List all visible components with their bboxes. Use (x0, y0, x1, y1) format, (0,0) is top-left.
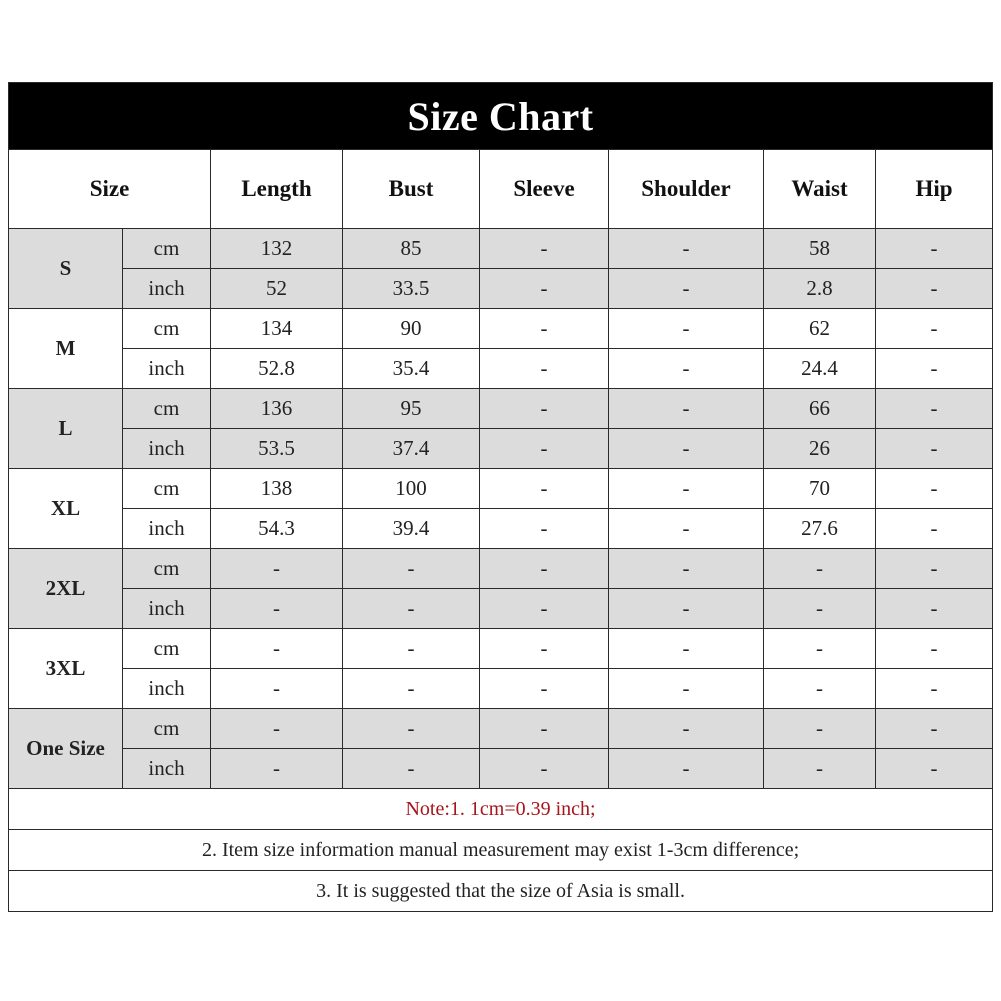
bust-value: 33.5 (343, 269, 480, 309)
shoulder-value: - (609, 629, 764, 669)
table-row (9, 269, 993, 309)
size-label: XL (9, 469, 123, 549)
bust-value: 35.4 (343, 349, 480, 389)
sleeve-value: - (480, 629, 609, 669)
hip-value: - (876, 589, 993, 629)
hip-value: - (876, 429, 993, 469)
shoulder-value: - (609, 349, 764, 389)
shoulder-value: - (609, 269, 764, 309)
table-row (9, 349, 993, 389)
table-row (9, 229, 993, 269)
unit-label: inch (123, 749, 211, 789)
header-sleeve: Sleeve (480, 150, 609, 229)
bust-value: 37.4 (343, 429, 480, 469)
bust-value: 100 (343, 469, 480, 509)
size-chart-table (8, 82, 993, 912)
bust-value: 90 (343, 309, 480, 349)
bust-value: 39.4 (343, 509, 480, 549)
sleeve-value: - (480, 269, 609, 309)
unit-label: inch (123, 429, 211, 469)
unit-label: inch (123, 669, 211, 709)
table-row (9, 549, 993, 589)
sleeve-value: - (480, 389, 609, 429)
size-label: S (9, 229, 123, 309)
hip-value: - (876, 309, 993, 349)
header-shoulder: Shoulder (609, 150, 764, 229)
size-label: L (9, 389, 123, 469)
waist-value: 24.4 (764, 349, 876, 389)
hip-value: - (876, 629, 993, 669)
length-value: 138 (211, 469, 343, 509)
unit-label: cm (123, 469, 211, 509)
sleeve-value: - (480, 309, 609, 349)
table-row (9, 309, 993, 349)
size-label: 2XL (9, 549, 123, 629)
unit-label: cm (123, 709, 211, 749)
length-value: - (211, 549, 343, 589)
waist-value: - (764, 549, 876, 589)
sleeve-value: - (480, 709, 609, 749)
waist-value: 2.8 (764, 269, 876, 309)
unit-label: cm (123, 629, 211, 669)
unit-label: inch (123, 269, 211, 309)
table-row (9, 389, 993, 429)
header-row (9, 150, 993, 229)
hip-value: - (876, 749, 993, 789)
shoulder-value: - (609, 749, 764, 789)
waist-value: - (764, 589, 876, 629)
note-3: 3. It is suggested that the size of Asia is small. (9, 871, 993, 912)
unit-label: cm (123, 389, 211, 429)
bust-value: 85 (343, 229, 480, 269)
waist-value: 62 (764, 309, 876, 349)
note-1: Note:1. 1cm=0.39 inch; (9, 789, 993, 830)
sleeve-value: - (480, 589, 609, 629)
length-value: 53.5 (211, 429, 343, 469)
title-row (9, 83, 993, 150)
sleeve-value: - (480, 469, 609, 509)
length-value: 54.3 (211, 509, 343, 549)
table-row (9, 669, 993, 709)
bust-value: - (343, 589, 480, 629)
size-rows (9, 229, 993, 789)
hip-value: - (876, 709, 993, 749)
bust-value: - (343, 669, 480, 709)
table-row (9, 749, 993, 789)
table-row (9, 509, 993, 549)
hip-value: - (876, 509, 993, 549)
waist-value: 70 (764, 469, 876, 509)
length-value: 52 (211, 269, 343, 309)
shoulder-value: - (609, 589, 764, 629)
shoulder-value: - (609, 669, 764, 709)
header-length: Length (211, 150, 343, 229)
shoulder-value: - (609, 389, 764, 429)
hip-value: - (876, 389, 993, 429)
length-value: - (211, 629, 343, 669)
length-value: - (211, 749, 343, 789)
sleeve-value: - (480, 349, 609, 389)
shoulder-value: - (609, 309, 764, 349)
unit-label: inch (123, 509, 211, 549)
length-value: - (211, 709, 343, 749)
length-value: 132 (211, 229, 343, 269)
shoulder-value: - (609, 509, 764, 549)
bust-value: - (343, 549, 480, 589)
header-hip: Hip (876, 150, 993, 229)
size-label: M (9, 309, 123, 389)
note-row (9, 830, 993, 871)
waist-value: - (764, 709, 876, 749)
waist-value: 66 (764, 389, 876, 429)
length-value: - (211, 589, 343, 629)
bust-value: - (343, 629, 480, 669)
length-value: 52.8 (211, 349, 343, 389)
table-row (9, 469, 993, 509)
notes (9, 789, 993, 912)
table-row (9, 709, 993, 749)
waist-value: - (764, 629, 876, 669)
note-row (9, 789, 993, 830)
table-row (9, 629, 993, 669)
unit-label: inch (123, 589, 211, 629)
waist-value: - (764, 669, 876, 709)
hip-value: - (876, 349, 993, 389)
shoulder-value: - (609, 549, 764, 589)
header-waist: Waist (764, 150, 876, 229)
hip-value: - (876, 549, 993, 589)
bust-value: - (343, 709, 480, 749)
waist-value: 27.6 (764, 509, 876, 549)
sleeve-value: - (480, 509, 609, 549)
table-row (9, 589, 993, 629)
sleeve-value: - (480, 749, 609, 789)
waist-value: 26 (764, 429, 876, 469)
unit-label: cm (123, 549, 211, 589)
sleeve-value: - (480, 229, 609, 269)
unit-label: cm (123, 309, 211, 349)
shoulder-value: - (609, 429, 764, 469)
header-bust: Bust (343, 150, 480, 229)
hip-value: - (876, 269, 993, 309)
length-value: - (211, 669, 343, 709)
unit-label: inch (123, 349, 211, 389)
shoulder-value: - (609, 709, 764, 749)
waist-value: 58 (764, 229, 876, 269)
shoulder-value: - (609, 229, 764, 269)
hip-value: - (876, 469, 993, 509)
header-size: Size (9, 150, 211, 229)
length-value: 134 (211, 309, 343, 349)
shoulder-value: - (609, 469, 764, 509)
note-2: 2. Item size information manual measurement may exist 1-3cm difference; (9, 830, 993, 871)
table-row (9, 429, 993, 469)
size-label: One Size (9, 709, 123, 789)
hip-value: - (876, 229, 993, 269)
note-row (9, 871, 993, 912)
length-value: 136 (211, 389, 343, 429)
size-label: 3XL (9, 629, 123, 709)
unit-label: cm (123, 229, 211, 269)
waist-value: - (764, 749, 876, 789)
hip-value: - (876, 669, 993, 709)
bust-value: - (343, 749, 480, 789)
sleeve-value: - (480, 669, 609, 709)
chart-title: Size Chart (9, 83, 993, 150)
sleeve-value: - (480, 549, 609, 589)
bust-value: 95 (343, 389, 480, 429)
sleeve-value: - (480, 429, 609, 469)
